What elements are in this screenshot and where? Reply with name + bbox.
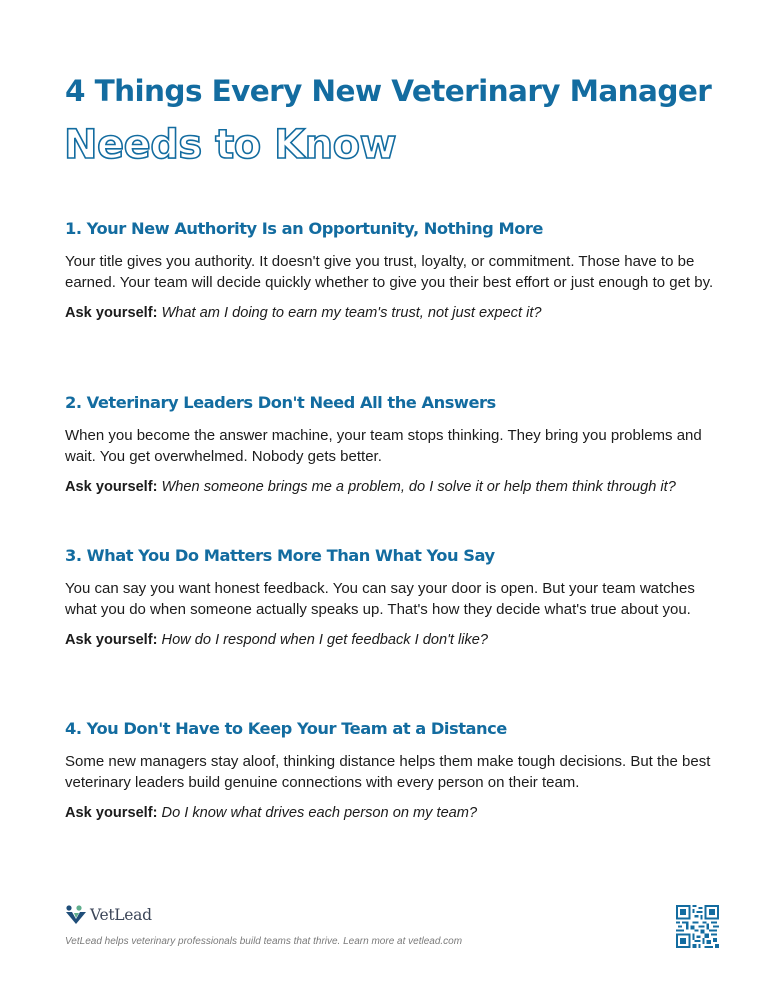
vetlead-logo <box>65 905 152 925</box>
page-title-line-1: 4 Things Every New Veterinary Manager <box>65 74 712 108</box>
section-2 <box>65 393 725 498</box>
ask-yourself <box>65 477 725 498</box>
page-title-line-2: Needs to Know <box>64 122 397 168</box>
vetlead-logo-icon <box>65 905 87 925</box>
section-3 <box>65 546 725 651</box>
section-heading: 1. Your New Authority Is an Opportunity, Nothing More <box>65 219 543 238</box>
ask-label: Ask yourself: <box>65 805 158 821</box>
ask-label: Ask yourself: <box>65 632 158 648</box>
brand-name: VetLead <box>90 906 152 924</box>
ask-yourself <box>65 630 725 651</box>
ask-label: Ask yourself: <box>65 479 158 495</box>
ask-yourself <box>65 803 725 824</box>
section-body: Your title gives you authority. It doesn't give you trust, loyalty, or commitment. Those have to be earned. Your team will decide quickly whether to give you their best effort or just enough to get by. <box>65 253 714 291</box>
section-body: You can say you want honest feedback. You can say your door is open. But your team watches what you do when someone actually speaks up. That's how they decide what's true about you. <box>65 580 695 618</box>
section-1 <box>65 219 725 324</box>
ask-question: Do I know what drives each person on my team? <box>161 805 478 821</box>
section-heading: 2. Veterinary Leaders Don't Need All the Answers <box>65 393 496 412</box>
ask-question: When someone brings me a problem, do I solve it or help them think through it? <box>161 479 676 495</box>
footer-tagline: VetLead helps veterinary professionals build teams that thrive. Learn more at vetlead.com <box>65 936 463 947</box>
section-heading: 4. You Don't Have to Keep Your Team at a Distance <box>65 719 507 738</box>
ask-label: Ask yourself: <box>65 305 158 321</box>
ask-question: What am I doing to earn my team's trust, not just expect it? <box>161 305 542 321</box>
ask-yourself <box>65 303 725 324</box>
section-heading: 3. What You Do Matters More Than What You Say <box>65 546 495 565</box>
qr-code-icon[interactable] <box>676 905 719 948</box>
section-4 <box>65 719 725 824</box>
section-body: Some new managers stay aloof, thinking distance helps them make tough decisions. But the best veterinary leaders build genuine connections with every person on their team. <box>65 753 711 791</box>
section-body: When you become the answer machine, your team stops thinking. They bring you problems and wait. You get overwhelmed. Nobody gets better. <box>65 427 702 465</box>
ask-question: How do I respond when I get feedback I don't like? <box>161 632 489 648</box>
